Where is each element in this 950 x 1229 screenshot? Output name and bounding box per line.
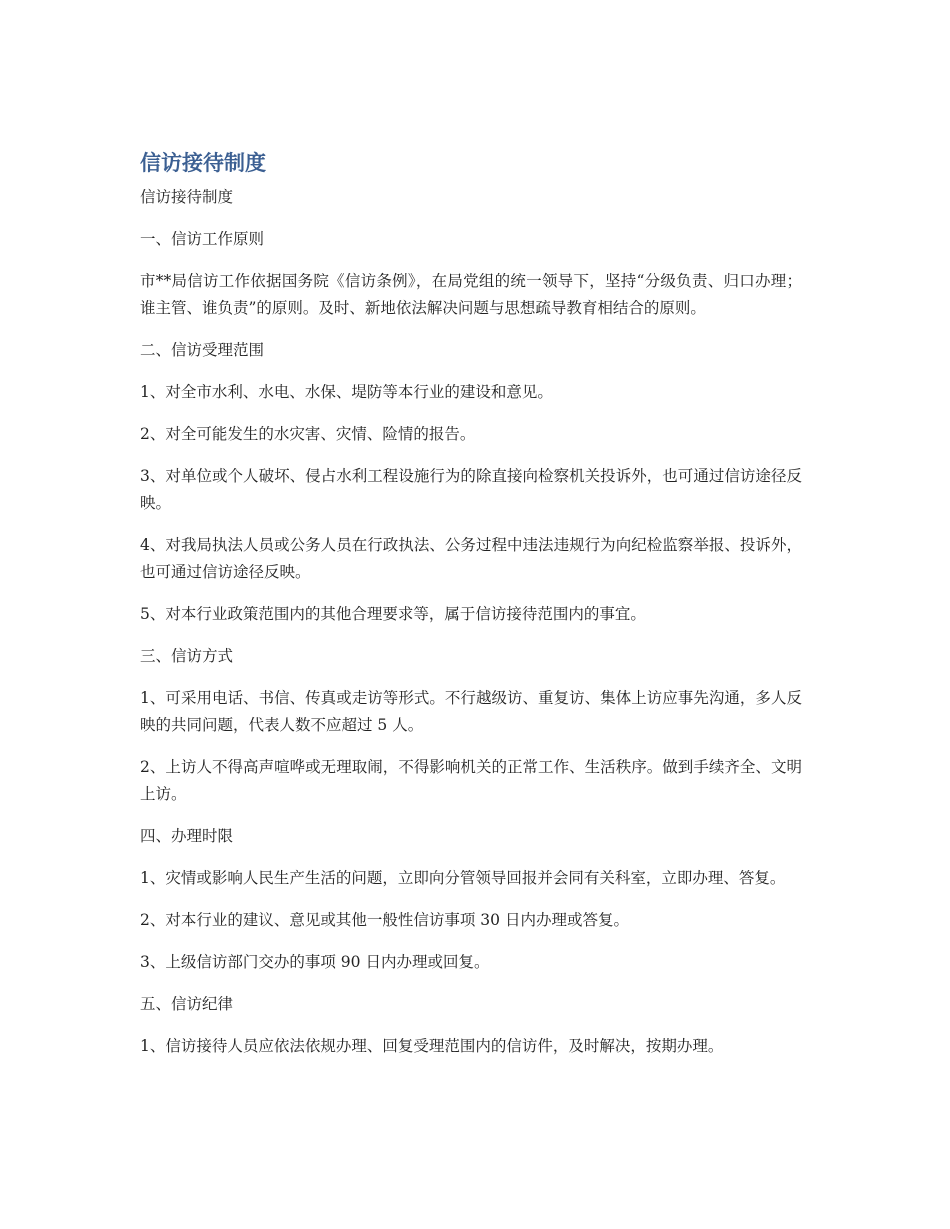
paragraph-principle: 市**局信访工作依据国务院《信访条例》，在局党组的统一领导下，坚持“分级负责、归口办理；谁主管、谁负责”的原则。及时、新地依法解决问题与思想疏导教育相结合的原则。 [140, 272, 802, 317]
section-heading-2: 二、信访受理范围 [140, 341, 265, 359]
list-item-scope-5: 5、对本行业政策范围内的其他合理要求等，属于信访接待范围内的事宜。 [140, 605, 646, 623]
list-item-scope-1: 1、对全市水利、水电、水保、堤防等本行业的建设和意见。 [140, 383, 553, 401]
section-heading-1: 一、信访工作原则 [140, 230, 265, 248]
list-item-deadline-1: 1、灾情或影响人民生产生活的问题，立即向分管领导回报并会同有关科室，立即办理、答复。 [140, 869, 786, 887]
section-heading-3: 三、信访方式 [140, 647, 234, 665]
list-item-method-1: 1、可采用电话、书信、传真或走访等形式。不行越级访、重复访、集体上访应事先沟通，多人反映的共同问题，代表人数不应超过 5 人。 [140, 689, 802, 734]
subtitle: 信访接待制度 [140, 188, 234, 206]
section-heading-5: 五、信访纪律 [140, 995, 234, 1013]
section-heading-4: 四、办理时限 [140, 827, 234, 845]
list-item-deadline-2: 2、对本行业的建议、意见或其他一般性信访事项 30 日内办理或答复。 [140, 911, 629, 929]
document-page [140, 148, 802, 1075]
list-item-scope-2: 2、对全可能发生的水灾害、灾情、险情的报告。 [140, 425, 476, 443]
document-title: 信访接待制度 [140, 151, 266, 175]
list-item-scope-3: 3、对单位或个人破坏、侵占水利工程设施行为的除直接向检察机关投诉外，也可通过信访途径反映。 [140, 467, 802, 512]
list-item-scope-4: 4、对我局执法人员或公务人员在行政执法、公务过程中违法违规行为向纪检监察举报、投诉外，也可通过信访途径反映。 [140, 536, 802, 581]
list-item-deadline-3: 3、上级信访部门交办的事项 90 日内办理或回复。 [140, 953, 490, 971]
list-item-discipline-1: 1、信访接待人员应依法依规办理、回复受理范围内的信访件，及时解决，按期办理。 [140, 1037, 724, 1055]
list-item-method-2: 2、上访人不得高声喧哗或无理取闹，不得影响机关的正常工作、生活秩序。做到手续齐全、文明上访。 [140, 758, 802, 803]
